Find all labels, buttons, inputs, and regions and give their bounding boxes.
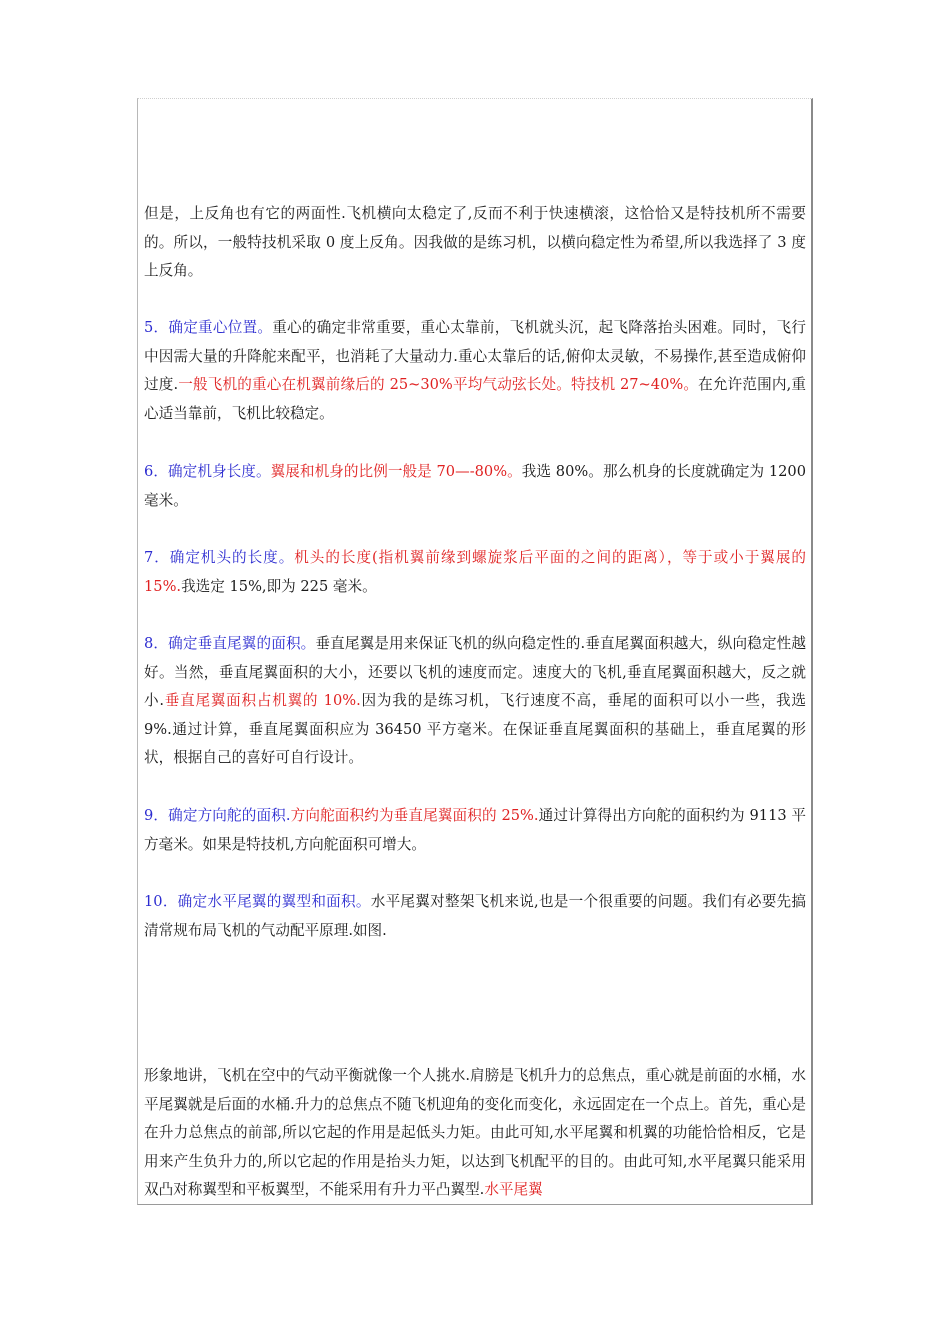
paragraph-text: 但是，上反角也有它的两面性.飞机横向太稳定了,反而不利于快速横滚，这恰恰又是特技机所不需要的。所以，一般特技机采取 0 度上反角。因我做的是练习机，以横向稳定性为希望,所以我选择了 3 度上反角。 [144,205,806,279]
paragraph-text: 水平尾翼对整架飞机来说,也是一个很重要的问题。我们有必要先搞清常规布局飞机的气动配平原理.如图. [144,893,806,939]
paragraph-vertical-tail [144,630,806,773]
paragraph-text: 在允许范围内,重心适当靠前，飞机比较稳定。 [144,376,807,422]
highlight-text: 一般飞机的重心在机翼前缘后的 25~30%平均气动弦长处。特技机 27~40%。 [178,376,699,393]
paragraph-text: 通过计算得出方向舵的面积约为 9113 平方毫米。如果是特技机,方向舵面积可增大。 [144,807,806,853]
highlight-text: 机头的长度(指机翼前缘到螺旋浆后平面的之间的距离），等于或小于翼展的 15%. [144,549,806,595]
paragraph-fuselage-length [144,458,806,515]
highlight-text: 垂直尾翼面积占机翼的 10%. [164,692,361,709]
highlight-text: 方向舵面积约为垂直尾翼面积的 25%. [290,807,539,824]
paragraph-rudder [144,802,806,859]
paragraph-text: 重心的确定非常重要，重心太靠前，飞机就头沉，起飞降落抬头困难。同时，飞行中因需大量的升降舵来配平，也消耗了大量动力.重心太靠后的话,俯仰太灵敏，不易操作,甚至造成俯仰过度. [144,319,806,393]
section-heading: 9．确定方向舵的面积. [144,807,291,824]
section-heading: 10．确定水平尾翼的翼型和面积。 [144,893,371,910]
paragraph-text: 垂直尾翼是用来保证飞机的纵向稳定性的.垂直尾翼面积越大，纵向稳定性越好。当然，垂直尾翼面积的大小，还要以飞机的速度而定。速度大的飞机,垂直尾翼面积越大，反之就小. [144,635,806,709]
paragraph-nose-length [144,544,806,601]
paragraph-horizontal-tail [144,888,806,945]
section-heading: 8．确定垂直尾翼的面积。 [144,635,316,652]
section-heading: 7．确定机头的长度。 [144,549,295,566]
paragraph-text: 我选 80%。那么机身的长度就确定为 1200 毫米。 [144,463,807,509]
paragraph-center-of-gravity [144,314,806,428]
paragraph-text: 我选定 15%,即为 225 毫米。 [181,577,377,595]
paragraph-balance-analogy [144,1062,806,1205]
section-heading: 5．确定重心位置。 [144,319,273,336]
paragraph-text: 形象地讲，飞机在空中的气动平衡就像一个人挑水.肩膀是飞机升力的总焦点，重心就是前面的水桶，水平尾翼就是后面的水桶.升力的总焦点不随飞机迎角的变化而变化，永远固定在一个点上。首先，重心是在升力总焦点的前部,所以它起的作用是起低头力矩。由此可知,水平尾翼和机翼的功能恰恰相反，它是用来产生负升力的,所以它起的作用是抬头力矩，以达到飞机配平的目的。由此可知,水平尾翼只能采用双凸对称翼型和平板翼型，不能采用有升力平凸翼型. [144,1067,806,1198]
section-heading: 6．确定机身长度。 [144,463,271,480]
highlight-text: 翼展和机身的比例一般是 70—-80%。 [270,463,522,480]
paragraph-text: 因为我的是练习机，飞行速度不高，垂尾的面积可以小一些，我选 9%.通过计算，垂直尾翼面积应为 36450 平方毫米。在保证垂直尾翼面积的基础上，垂直尾翼的形状，根据自己的喜好可自行设计。 [144,692,806,766]
paragraph-dihedral [144,200,806,286]
highlight-text: 水平尾翼 [484,1181,543,1198]
